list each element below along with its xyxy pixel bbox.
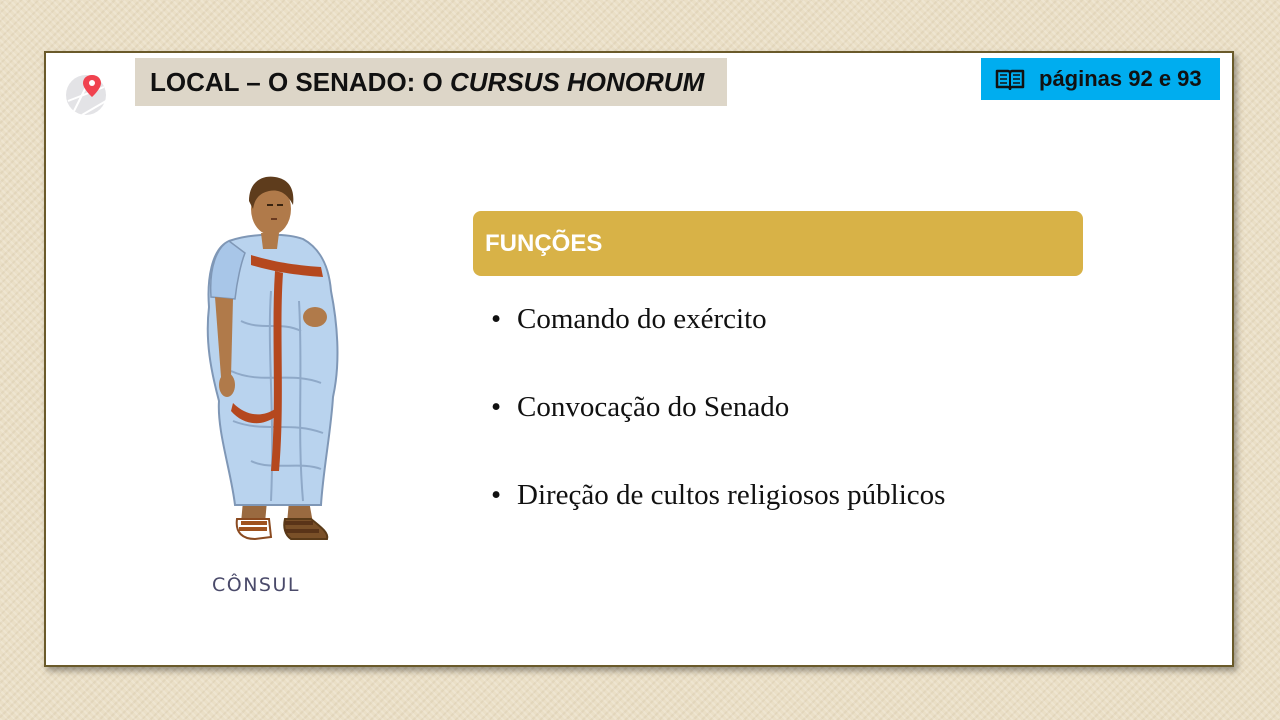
title-italic: CURSUS HONORUM <box>450 66 705 97</box>
figure-caption: CÔNSUL <box>212 574 300 596</box>
list-item <box>491 479 945 567</box>
list-item <box>491 303 945 391</box>
open-book-icon <box>995 68 1025 90</box>
slide <box>44 51 1234 667</box>
function-text: Convocação do Senado <box>517 391 790 423</box>
function-text: Direção de cultos religiosos públicos <box>517 479 946 511</box>
title-prefix: LOCAL – O SENADO: O <box>150 66 450 97</box>
pages-label: páginas 92 e 93 <box>1039 66 1202 91</box>
map-location-icon <box>64 71 108 115</box>
function-text: Comando do exército <box>517 303 767 335</box>
page-title <box>135 58 727 106</box>
consul-figure-illustration <box>171 171 351 559</box>
bullet-icon: • <box>491 479 502 511</box>
bullet-icon: • <box>491 391 502 423</box>
bullet-icon: • <box>491 303 502 335</box>
book-pages-badge <box>981 58 1220 100</box>
functions-heading: FUNÇÕES <box>473 211 1083 276</box>
functions-list <box>491 303 945 567</box>
list-item <box>491 391 945 479</box>
